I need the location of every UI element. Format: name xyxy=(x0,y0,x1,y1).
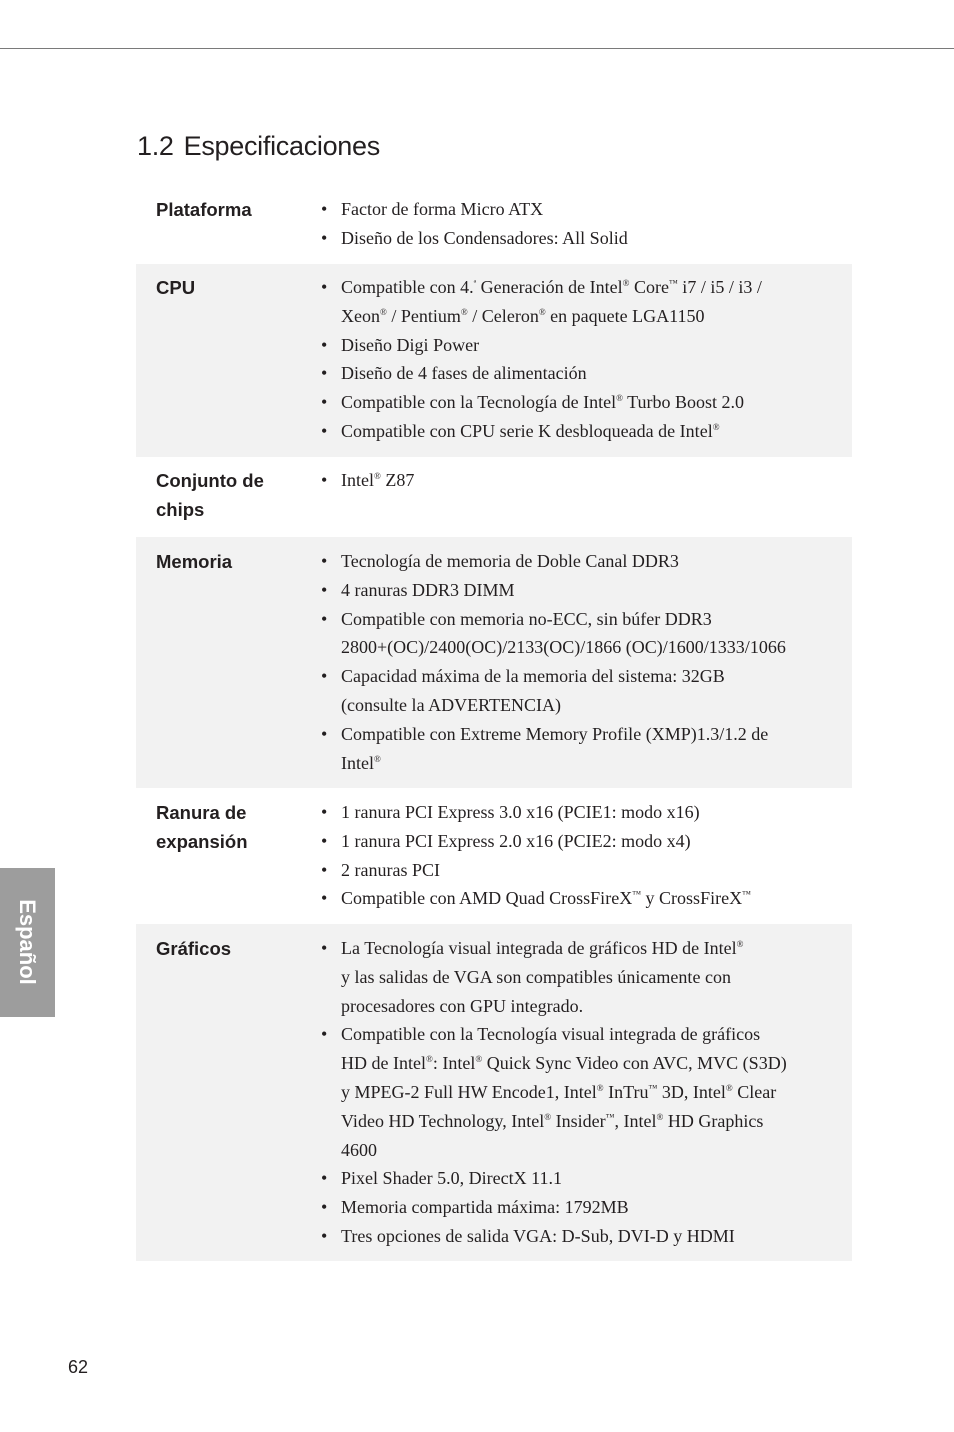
spec-item-text: procesadores con GPU integrado. xyxy=(341,995,584,1016)
spec-item-text: Factor de forma Micro ATX xyxy=(341,199,544,219)
spec-item xyxy=(321,547,821,576)
spec-item-text: 1 ranura PCI Express 3.0 x16 (PCIE1: modo x16) xyxy=(341,802,700,822)
spec-item-text: Pixel Shader 5.0, DirectX 11.1 xyxy=(341,1168,562,1189)
spec-item xyxy=(321,798,821,827)
bullet-icon: • xyxy=(321,277,328,297)
bullet-icon: • xyxy=(321,227,328,248)
bullet-icon: • xyxy=(321,1168,328,1189)
spec-label-line: Ranura de xyxy=(156,802,247,823)
spec-item-text: HD de Intel®: Intel® Quick Sync Video con AVC, MVC (S3D) xyxy=(341,1053,787,1074)
bullet-icon: • xyxy=(321,579,328,600)
spec-item xyxy=(321,1164,821,1193)
page-number: 62 xyxy=(68,1357,89,1377)
spec-label-line: expansión xyxy=(156,831,248,852)
bullet-icon: • xyxy=(321,608,328,629)
spec-item-text: y MPEG-2 Full HW Encode1, Intel® InTru™ 3D, Intel® Clear xyxy=(341,1081,777,1102)
spec-label-line: Gráficos xyxy=(156,938,232,959)
section-number: 1.2 xyxy=(137,131,174,161)
language-side-tab xyxy=(0,868,55,1017)
spec-label-line: Plataforma xyxy=(156,199,252,220)
spec-item xyxy=(321,388,821,417)
spec-item xyxy=(321,466,821,495)
bullet-icon: • xyxy=(321,392,328,413)
top-rule xyxy=(0,48,954,49)
spec-label-line: Memoria xyxy=(156,551,233,572)
spec-item-text: Intel® Z87 xyxy=(341,470,415,490)
spec-item-text: Tres opciones de salida VGA: D-Sub, DVI-D y HDMI xyxy=(341,1225,735,1246)
spec-item-text: Compatible con memoria no-ECC, sin búfer DDR3 xyxy=(341,608,712,629)
bullet-icon: • xyxy=(321,859,328,880)
spec-row-memoria xyxy=(136,537,852,788)
spec-items xyxy=(321,798,821,913)
spec-item xyxy=(321,576,821,605)
spec-item-continuation xyxy=(341,1107,821,1136)
spec-item-continuation xyxy=(341,992,821,1021)
spec-item xyxy=(321,1020,821,1049)
spec-item-text: Memoria compartida máxima: 1792MB xyxy=(341,1197,629,1218)
spec-item xyxy=(321,827,821,856)
bullet-icon: • xyxy=(321,802,328,822)
spec-row-chipset xyxy=(136,457,852,537)
spec-item xyxy=(321,605,821,634)
spec-item-text: Compatible con 4.$^ª$ Generación de Intel® Core™ i7 / i5 / i3 / xyxy=(341,277,762,297)
spec-item-continuation xyxy=(341,749,821,778)
spec-item-text: Diseño de los Condensadores: All Solid xyxy=(341,227,628,248)
spec-item xyxy=(321,331,821,360)
bullet-icon: • xyxy=(321,830,328,851)
spec-item-text: (consulte la ADVERTENCIA) xyxy=(341,694,562,715)
spec-label-line: chips xyxy=(156,499,205,520)
bullet-icon: • xyxy=(321,1197,328,1218)
spec-row-graficos xyxy=(136,924,852,1261)
spec-item-text: 2 ranuras PCI xyxy=(341,859,441,880)
spec-item-text: 4600 xyxy=(341,1139,377,1160)
spec-item xyxy=(321,720,821,749)
spec-label-line: CPU xyxy=(156,277,196,298)
spec-items xyxy=(321,466,821,495)
spec-item-text: Compatible con la Tecnología de Intel® Turbo Boost 2.0 xyxy=(341,392,745,413)
spec-item-text: 4 ranuras DDR3 DIMM xyxy=(341,579,515,600)
spec-label xyxy=(156,547,232,576)
bullet-icon: • xyxy=(321,334,328,355)
spec-item-continuation xyxy=(341,1136,821,1165)
spec-item-continuation xyxy=(341,302,821,331)
spec-item-text: 2800+(OC)/2400(OC)/2133(OC)/1866 (OC)/1600/1333/1066 xyxy=(341,637,786,658)
bullet-icon: • xyxy=(321,1225,328,1246)
spec-row-expansion xyxy=(136,788,852,924)
spec-item-text: Intel® xyxy=(341,752,381,773)
spec-item-continuation xyxy=(341,1078,821,1107)
spec-item-text: La Tecnología visual integrada de gráficos HD de Intel® xyxy=(341,938,744,958)
spec-item xyxy=(321,662,821,691)
spec-row-plataforma xyxy=(136,187,852,264)
spec-item xyxy=(321,273,821,302)
spec-label xyxy=(156,934,231,963)
spec-items xyxy=(321,934,821,1251)
bullet-icon: • xyxy=(321,1024,328,1045)
spec-item xyxy=(321,856,821,885)
bullet-icon: • xyxy=(321,723,328,744)
spec-item xyxy=(321,934,821,963)
spec-items xyxy=(321,195,821,253)
spec-item xyxy=(321,417,821,446)
spec-item xyxy=(321,1222,821,1251)
spec-item xyxy=(321,195,821,224)
spec-row-cpu xyxy=(136,264,852,457)
spec-item xyxy=(321,224,821,253)
spec-item-text: Compatible con CPU serie K desbloqueada de Intel® xyxy=(341,420,720,441)
spec-item-continuation xyxy=(341,691,821,720)
spec-item-text: Diseño Digi Power xyxy=(341,334,480,355)
spec-item-text: Capacidad máxima de la memoria del sistema: 32GB xyxy=(341,666,725,687)
spec-label xyxy=(156,466,264,524)
spec-item-text: y las salidas de VGA son compatibles únicamente con xyxy=(341,966,731,987)
bullet-icon: • xyxy=(321,938,328,958)
bullet-icon: • xyxy=(321,363,328,384)
language-label: Español xyxy=(15,899,40,985)
section-title-text: Especificaciones xyxy=(183,131,380,161)
spec-item-text: 1 ranura PCI Express 2.0 x16 (PCIE2: modo x4) xyxy=(341,830,691,851)
section-title xyxy=(137,131,380,162)
spec-item-continuation xyxy=(341,633,821,662)
bullet-icon: • xyxy=(321,551,328,571)
bullet-icon: • xyxy=(321,420,328,441)
bullet-icon: • xyxy=(321,666,328,687)
spec-items xyxy=(321,547,821,777)
spec-label xyxy=(156,273,195,302)
spec-table xyxy=(136,187,852,1261)
spec-item-text: Compatible con la Tecnología visual integrada de gráficos xyxy=(341,1024,761,1045)
spec-item-text: Compatible con AMD Quad CrossFireX™ y CrossFireX™ xyxy=(341,888,751,909)
bullet-icon: • xyxy=(321,888,328,909)
spec-item-continuation xyxy=(341,963,821,992)
spec-label xyxy=(156,195,252,224)
spec-item-text: Tecnología de memoria de Doble Canal DDR3 xyxy=(341,551,679,571)
spec-item-text: Video HD Technology, Intel® Insider™, Intel® HD Graphics xyxy=(341,1110,764,1131)
spec-label-line: Conjunto de xyxy=(156,470,264,491)
spec-label xyxy=(156,798,248,856)
spec-item xyxy=(321,1193,821,1222)
bullet-icon: • xyxy=(321,199,328,219)
spec-item xyxy=(321,359,821,388)
spec-items xyxy=(321,273,821,446)
spec-item-text: Xeon® / Pentium® / Celeron® en paquete LGA1150 xyxy=(341,305,705,326)
spec-item xyxy=(321,884,821,913)
spec-item-text: Compatible con Extreme Memory Profile (XMP)1.3/1.2 de xyxy=(341,723,769,744)
bullet-icon: • xyxy=(321,470,328,490)
spec-item-text: Diseño de 4 fases de alimentación xyxy=(341,363,587,384)
spec-item-continuation xyxy=(341,1049,821,1078)
